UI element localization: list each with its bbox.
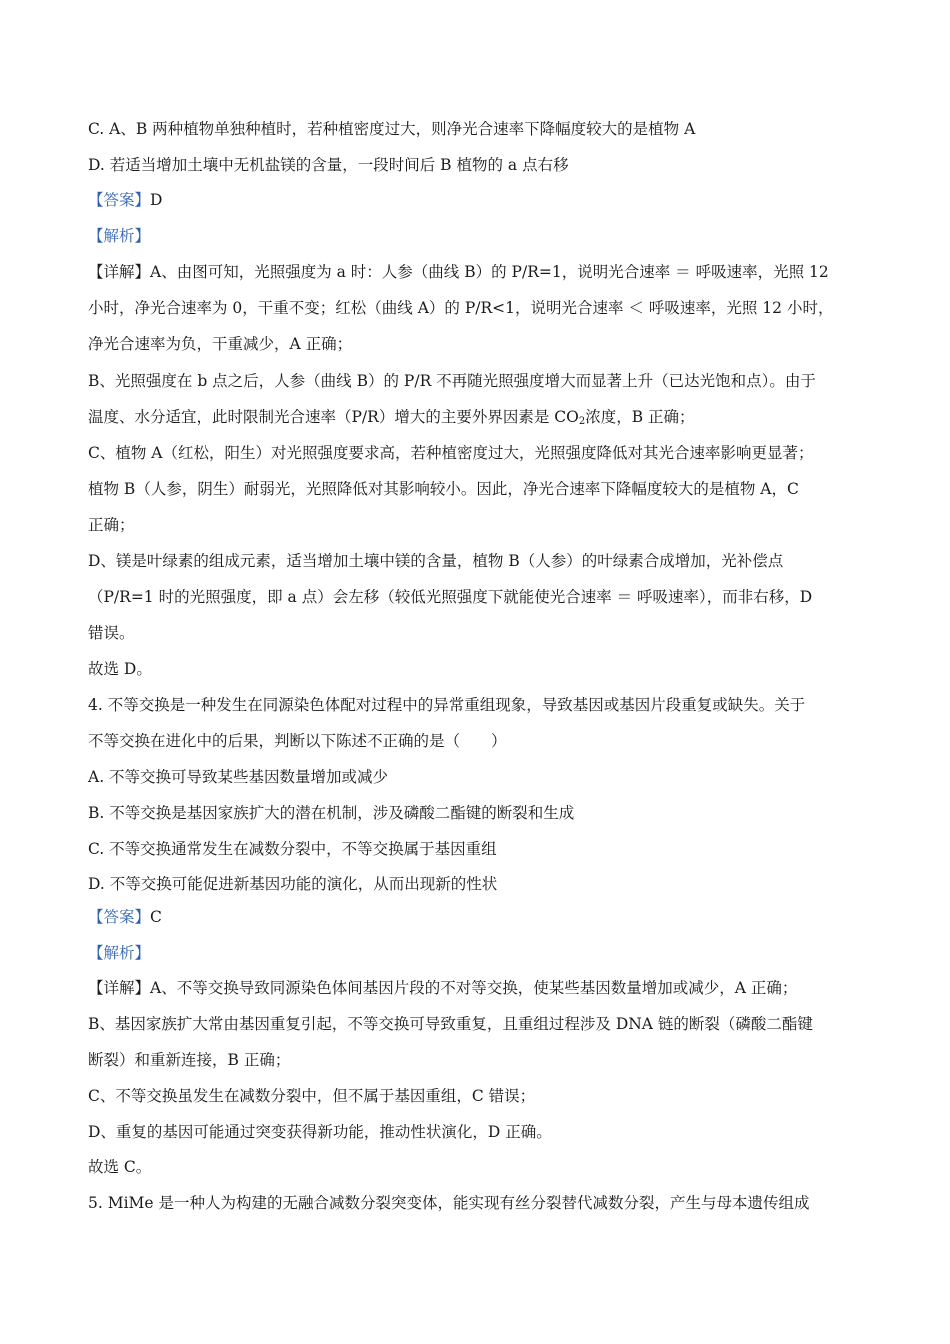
q4-option-a: A. 不等交换可导致某些基因数量增加或减少 xyxy=(88,768,389,786)
q3-option-c: C. A、B 两种植物单独种植时，若种植密度过大，则净光合速率下降幅度较大的是植物 A xyxy=(88,120,696,138)
q4-detail-line: D、重复的基因可能通过突变获得新功能，推动性状演化，D 正确。 xyxy=(88,1123,552,1141)
detail-label: 【详解】 xyxy=(88,979,151,997)
q4-analysis-label: 【解析】 xyxy=(88,944,151,962)
q3-option-d: D. 若适当增加土壤中无机盐镁的含量，一段时间后 B 植物的 a 点右移 xyxy=(88,156,569,174)
q3-answer xyxy=(88,189,868,211)
answer-value: C xyxy=(150,908,162,926)
q4-detail-line xyxy=(88,977,868,999)
q3-detail-line: B、光照强度在 b 点之后，人参（曲线 B）的 P/R 不再随光照强度增大而显著上升（已达光饱和点）。由于 xyxy=(88,372,816,390)
answer-label: 【答案】 xyxy=(88,908,151,926)
q3-detail-line: D、镁是叶绿素的组成元素，适当增加土壤中镁的含量，植物 B（人参）的叶绿素合成增加，光补偿点 xyxy=(88,552,784,570)
q4-detail-line: 断裂）和重新连接，B 正确； xyxy=(88,1051,291,1069)
detail-label: 【详解】 xyxy=(88,263,151,281)
q4-detail-line: B、基因家族扩大常由基因重复引起，不等交换可导致重复，且重组过程涉及 DNA 链的断裂（磷酸二酯键 xyxy=(88,1015,813,1033)
q4-option-b: B. 不等交换是基因家族扩大的潜在机制，涉及磷酸二酯键的断裂和生成 xyxy=(88,804,575,822)
q3-detail-line xyxy=(88,261,868,283)
detail-text: A、不等交换导致同源染色体间基因片段的不对等交换，使某些基因数量增加或减少，A 正确； xyxy=(150,979,798,997)
q3-conclusion: 故选 D。 xyxy=(88,660,152,678)
q4-option-d: D. 不等交换可能促进新基因功能的演化，从而出现新的性状 xyxy=(88,875,498,893)
answer-value: D xyxy=(150,191,163,209)
q3-detail-line xyxy=(88,406,868,433)
q3-detail-line: 小时，净光合速率为 0，干重不变；红松（曲线 A）的 P/R<1，说明光合速率 ＜ 呼吸速率，光照 12 小时， xyxy=(88,299,834,317)
detail-text: 温度、水分适宜，此时限制光合速率（P/R）增大的主要外界因素是 CO xyxy=(88,408,579,426)
q3-detail-line: 植物 B（人参，阴生）耐弱光，光照降低对其影响较小。因此，净光合速率下降幅度较大的是植物 A，C xyxy=(88,480,799,498)
q3-detail-line: （P/R=1 时的光照强度，即 a 点）会左移（较低光照强度下就能使光合速率 ＝ 呼吸速率），而非右移，D xyxy=(88,588,813,606)
q3-detail-line: C、植物 A（红松，阳生）对光照强度要求高，若种植密度过大，光照强度降低对其光合速率影响更显著； xyxy=(88,444,814,462)
q5-stem: 5. MiMe 是一种人为构建的无融合减数分裂突变体，能实现有丝分裂替代减数分裂，产生与母本遗传组成 xyxy=(88,1194,810,1212)
q4-detail-line: C、不等交换虽发生在减数分裂中，但不属于基因重组，C 错误； xyxy=(88,1087,536,1105)
q3-detail-line: 错误。 xyxy=(88,624,135,642)
q4-stem: 4. 不等交换是一种发生在同源染色体配对过程中的异常重组现象，导致基因或基因片段重复或缺失。关于 xyxy=(88,696,806,714)
answer-label: 【答案】 xyxy=(88,191,151,209)
detail-text: 浓度，B 正确； xyxy=(585,408,695,426)
detail-text: A、由图可知，光照强度为 a 时：人参（曲线 B）的 P/R=1，说明光合速率 ＝ 呼吸速率，光照 12 xyxy=(150,263,829,281)
q4-conclusion: 故选 C。 xyxy=(88,1158,152,1176)
q3-detail-line: 正确； xyxy=(88,516,135,534)
q4-option-c: C. 不等交换通常发生在减数分裂中，不等交换属于基因重组 xyxy=(88,840,497,858)
q3-analysis-label: 【解析】 xyxy=(88,227,151,245)
q4-stem: 不等交换在进化中的后果，判断以下陈述不正确的是（ ） xyxy=(88,732,507,750)
q4-answer xyxy=(88,906,868,928)
q3-detail-line: 净光合速率为负，干重减少，A 正确； xyxy=(88,335,353,353)
subscript: 2 xyxy=(578,416,586,427)
